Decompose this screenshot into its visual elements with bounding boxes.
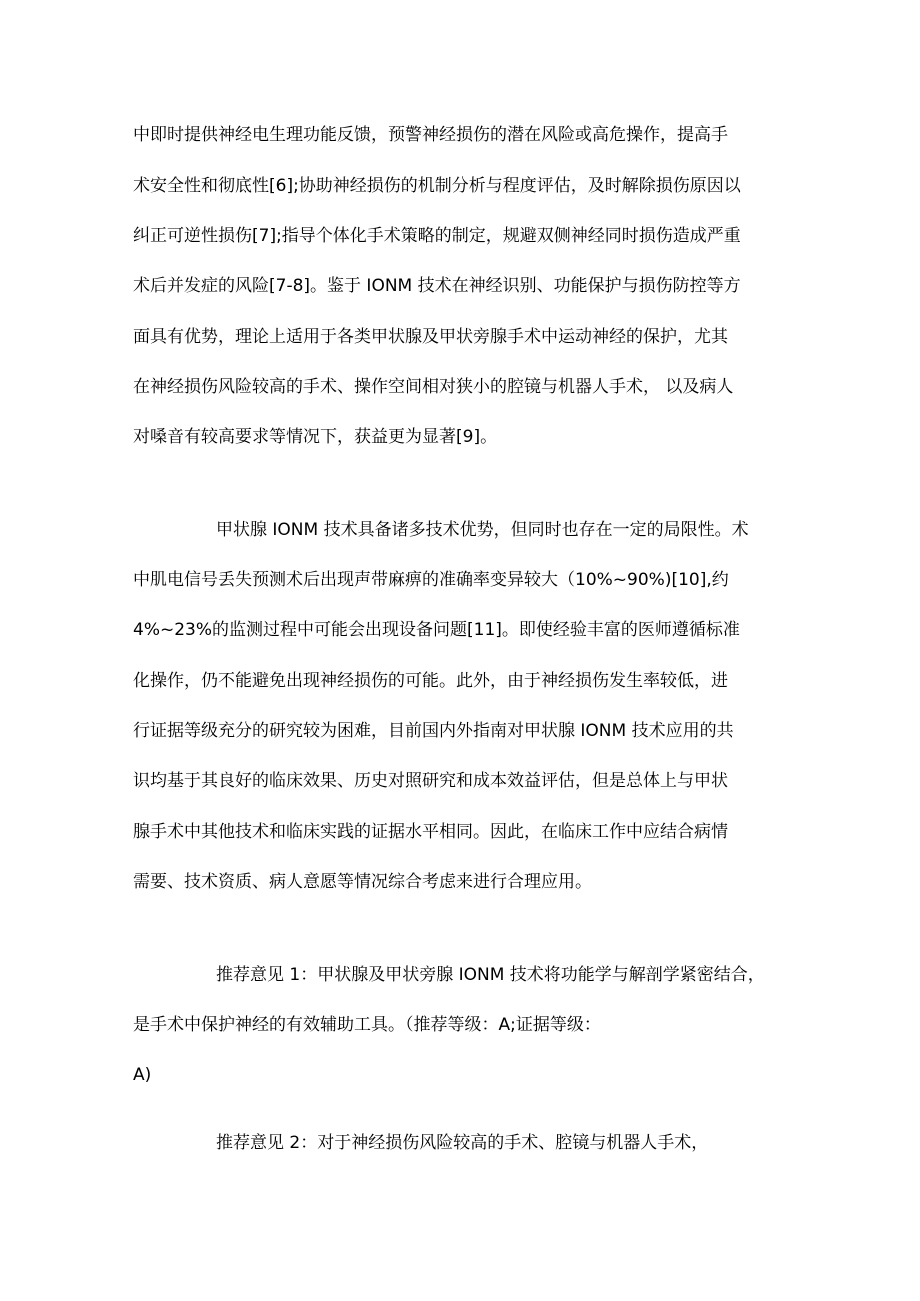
text-line: 对嗓音有较高要求等情况下，获益更为显著[9]。	[133, 427, 498, 447]
text-line: 术后并发症的风险[7-8]。鉴于 IONM 技术在神经识别、功能保护与损伤防控等方	[133, 276, 741, 296]
text-line: 行证据等级充分的研究较为困难，目前国内外指南对甲状腺 IONM 技术应用的共	[133, 721, 734, 741]
text-line: 需要、技术资质、病人意愿等情况综合考虑来进行合理应用。	[133, 872, 592, 892]
text-line: 术安全性和彻底性[6];协助神经损伤的机制分析与程度评估，及时解除损伤原因以	[133, 176, 741, 196]
text-line: 甲状腺 IONM 技术具备诸多技术优势，但同时也存在一定的局限性。术	[216, 520, 749, 540]
text-line: 推荐意见 2：对于神经损伤风险较高的手术、腔镜与机器人手术，	[216, 1133, 709, 1153]
text-line: 是手术中保护神经的有效辅助工具。（推荐等级：A;证据等级：	[133, 1015, 601, 1035]
text-line: 纠正可逆性损伤[7];指导个体化手术策略的制定，规避双侧神经同时损伤造成严重	[133, 226, 741, 246]
text-line: 推荐意见 1：甲状腺及甲状旁腺 IONM 技术将功能学与解剖学紧密结合，	[216, 965, 765, 985]
text-line: 4%~23%的监测过程中可能会出现设备问题[11]。即使经验丰富的医师遵循标准	[133, 620, 740, 640]
text-line: 在神经损伤风险较高的手术、操作空间相对狭小的腔镜与机器人手术， 以及病人	[133, 377, 734, 397]
text-line: 中即时提供神经电生理功能反馈，预警神经损伤的潜在风险或高危操作，提高手	[133, 125, 728, 145]
text-line: 识均基于其良好的临床效果、历史对照研究和成本效益评估，但是总体上与甲状	[133, 771, 728, 791]
text-line: 腺手术中其他技术和临床实践的证据水平相同。因此，在临床工作中应结合病情	[133, 822, 728, 842]
text-line: A)	[133, 1065, 152, 1085]
text-line: 化操作，仍不能避免出现神经损伤的可能。此外，由于神经损伤发生率较低，进	[133, 671, 728, 691]
text-line: 中肌电信号丢失预测术后出现声带麻痹的准确率变异较大（10%~90%)[10],约	[133, 570, 729, 590]
text-line: 面具有优势，理论上适用于各类甲状腺及甲状旁腺手术中运动神经的保护，尤其	[133, 327, 728, 347]
